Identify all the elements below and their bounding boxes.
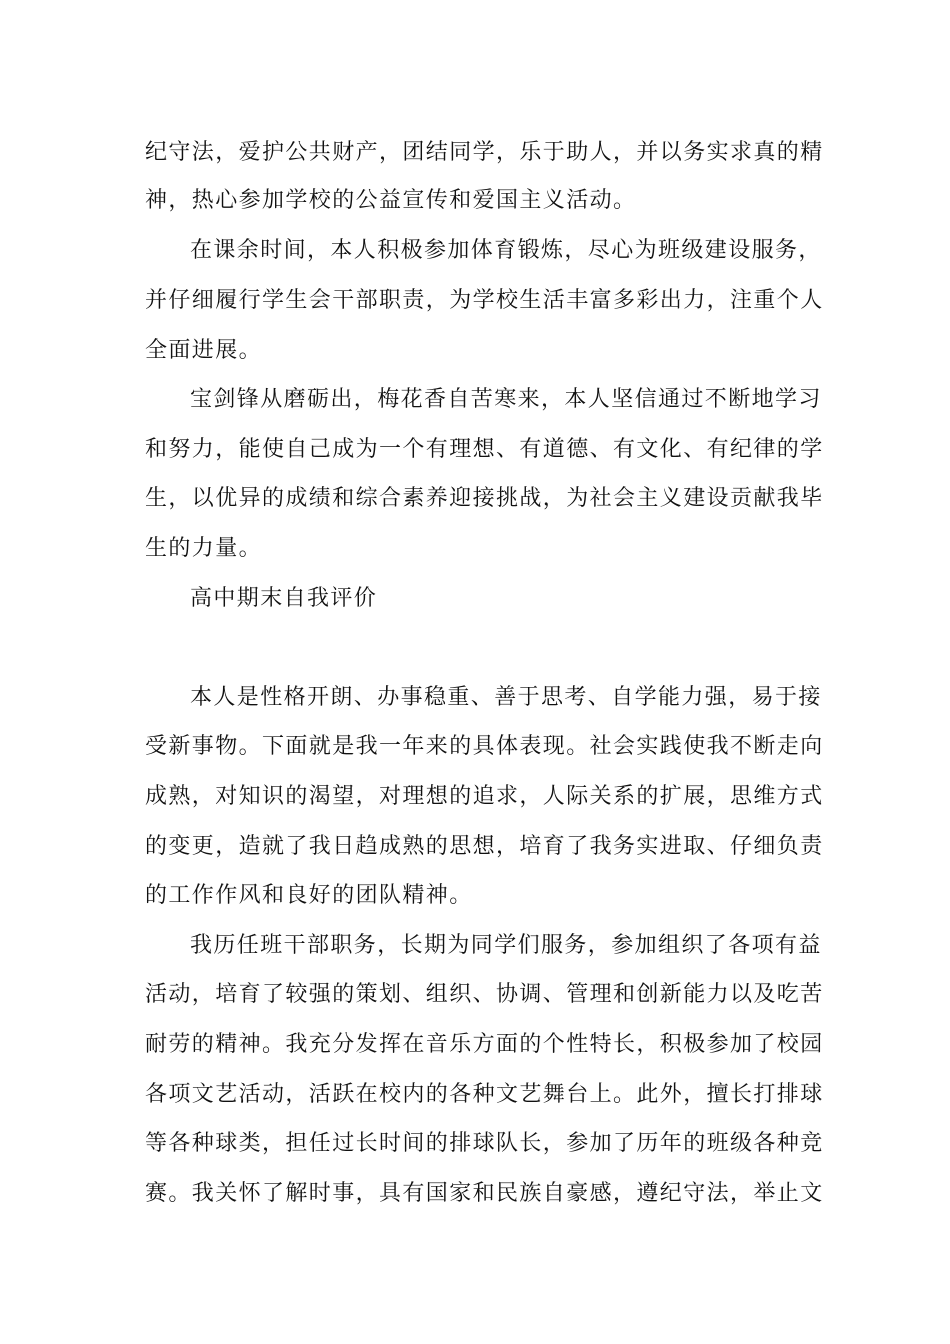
text-line: 赛。我关怀了解时事，具有国家和民族自豪感，遵纪守法，举止文	[145, 1181, 824, 1206]
text-line: 成熟，对知识的渴望，对理想的追求，人际关系的扩展，思维方式	[145, 784, 824, 809]
text-line: 宝剑锋从磨砺出，梅花香自苦寒来，本人坚信通过不断地学习	[190, 387, 822, 412]
text-line: 的工作作风和良好的团队精神。	[145, 883, 473, 908]
text-line: 和努力，能使自己成为一个有理想、有道德、有文化、有纪律的学	[145, 437, 824, 462]
text-line: 神，热心参加学校的公益宣传和爱国主义活动。	[145, 188, 637, 213]
text-line: 的变更，造就了我日趋成熟的思想，培育了我务实进取、仔细负责	[145, 834, 824, 859]
text-line: 本人是性格开朗、办事稳重、善于思考、自学能力强，易于接	[190, 685, 822, 710]
text-line: 在课余时间，本人积极参加体育锻炼，尽心为班级建设服务，	[190, 238, 822, 263]
text-line: 纪守法，爱护公共财产，团结同学，乐于助人，并以务实求真的精	[145, 140, 824, 165]
text-line: 生，以优异的成绩和综合素养迎接挑战，为社会主义建设贡献我毕	[145, 486, 824, 511]
text-line: 并仔细履行学生会干部职责，为学校生活丰富多彩出力，注重个人	[145, 288, 824, 313]
text-line: 耐劳的精神。我充分发挥在音乐方面的个性特长，积极参加了校园	[145, 1032, 824, 1057]
text-line: 活动，培育了较强的策划、组织、协调、管理和创新能力以及吃苦	[145, 982, 824, 1007]
text-line: 受新事物。下面就是我一年来的具体表现。社会实践使我不断走向	[145, 734, 824, 759]
text-line: 各项文艺活动，活跃在校内的各种文艺舞台上。此外，擅长打排球	[145, 1082, 824, 1107]
text-line: 我历任班干部职务，长期为同学们服务，参加组织了各项有益	[190, 933, 822, 958]
text-line: 全面进展。	[145, 338, 263, 363]
section-heading: 高中期末自我评价	[190, 586, 378, 611]
text-line: 生的力量。	[145, 536, 263, 561]
text-line: 等各种球类，担任过长时间的排球队长，参加了历年的班级各种竞	[145, 1131, 824, 1156]
